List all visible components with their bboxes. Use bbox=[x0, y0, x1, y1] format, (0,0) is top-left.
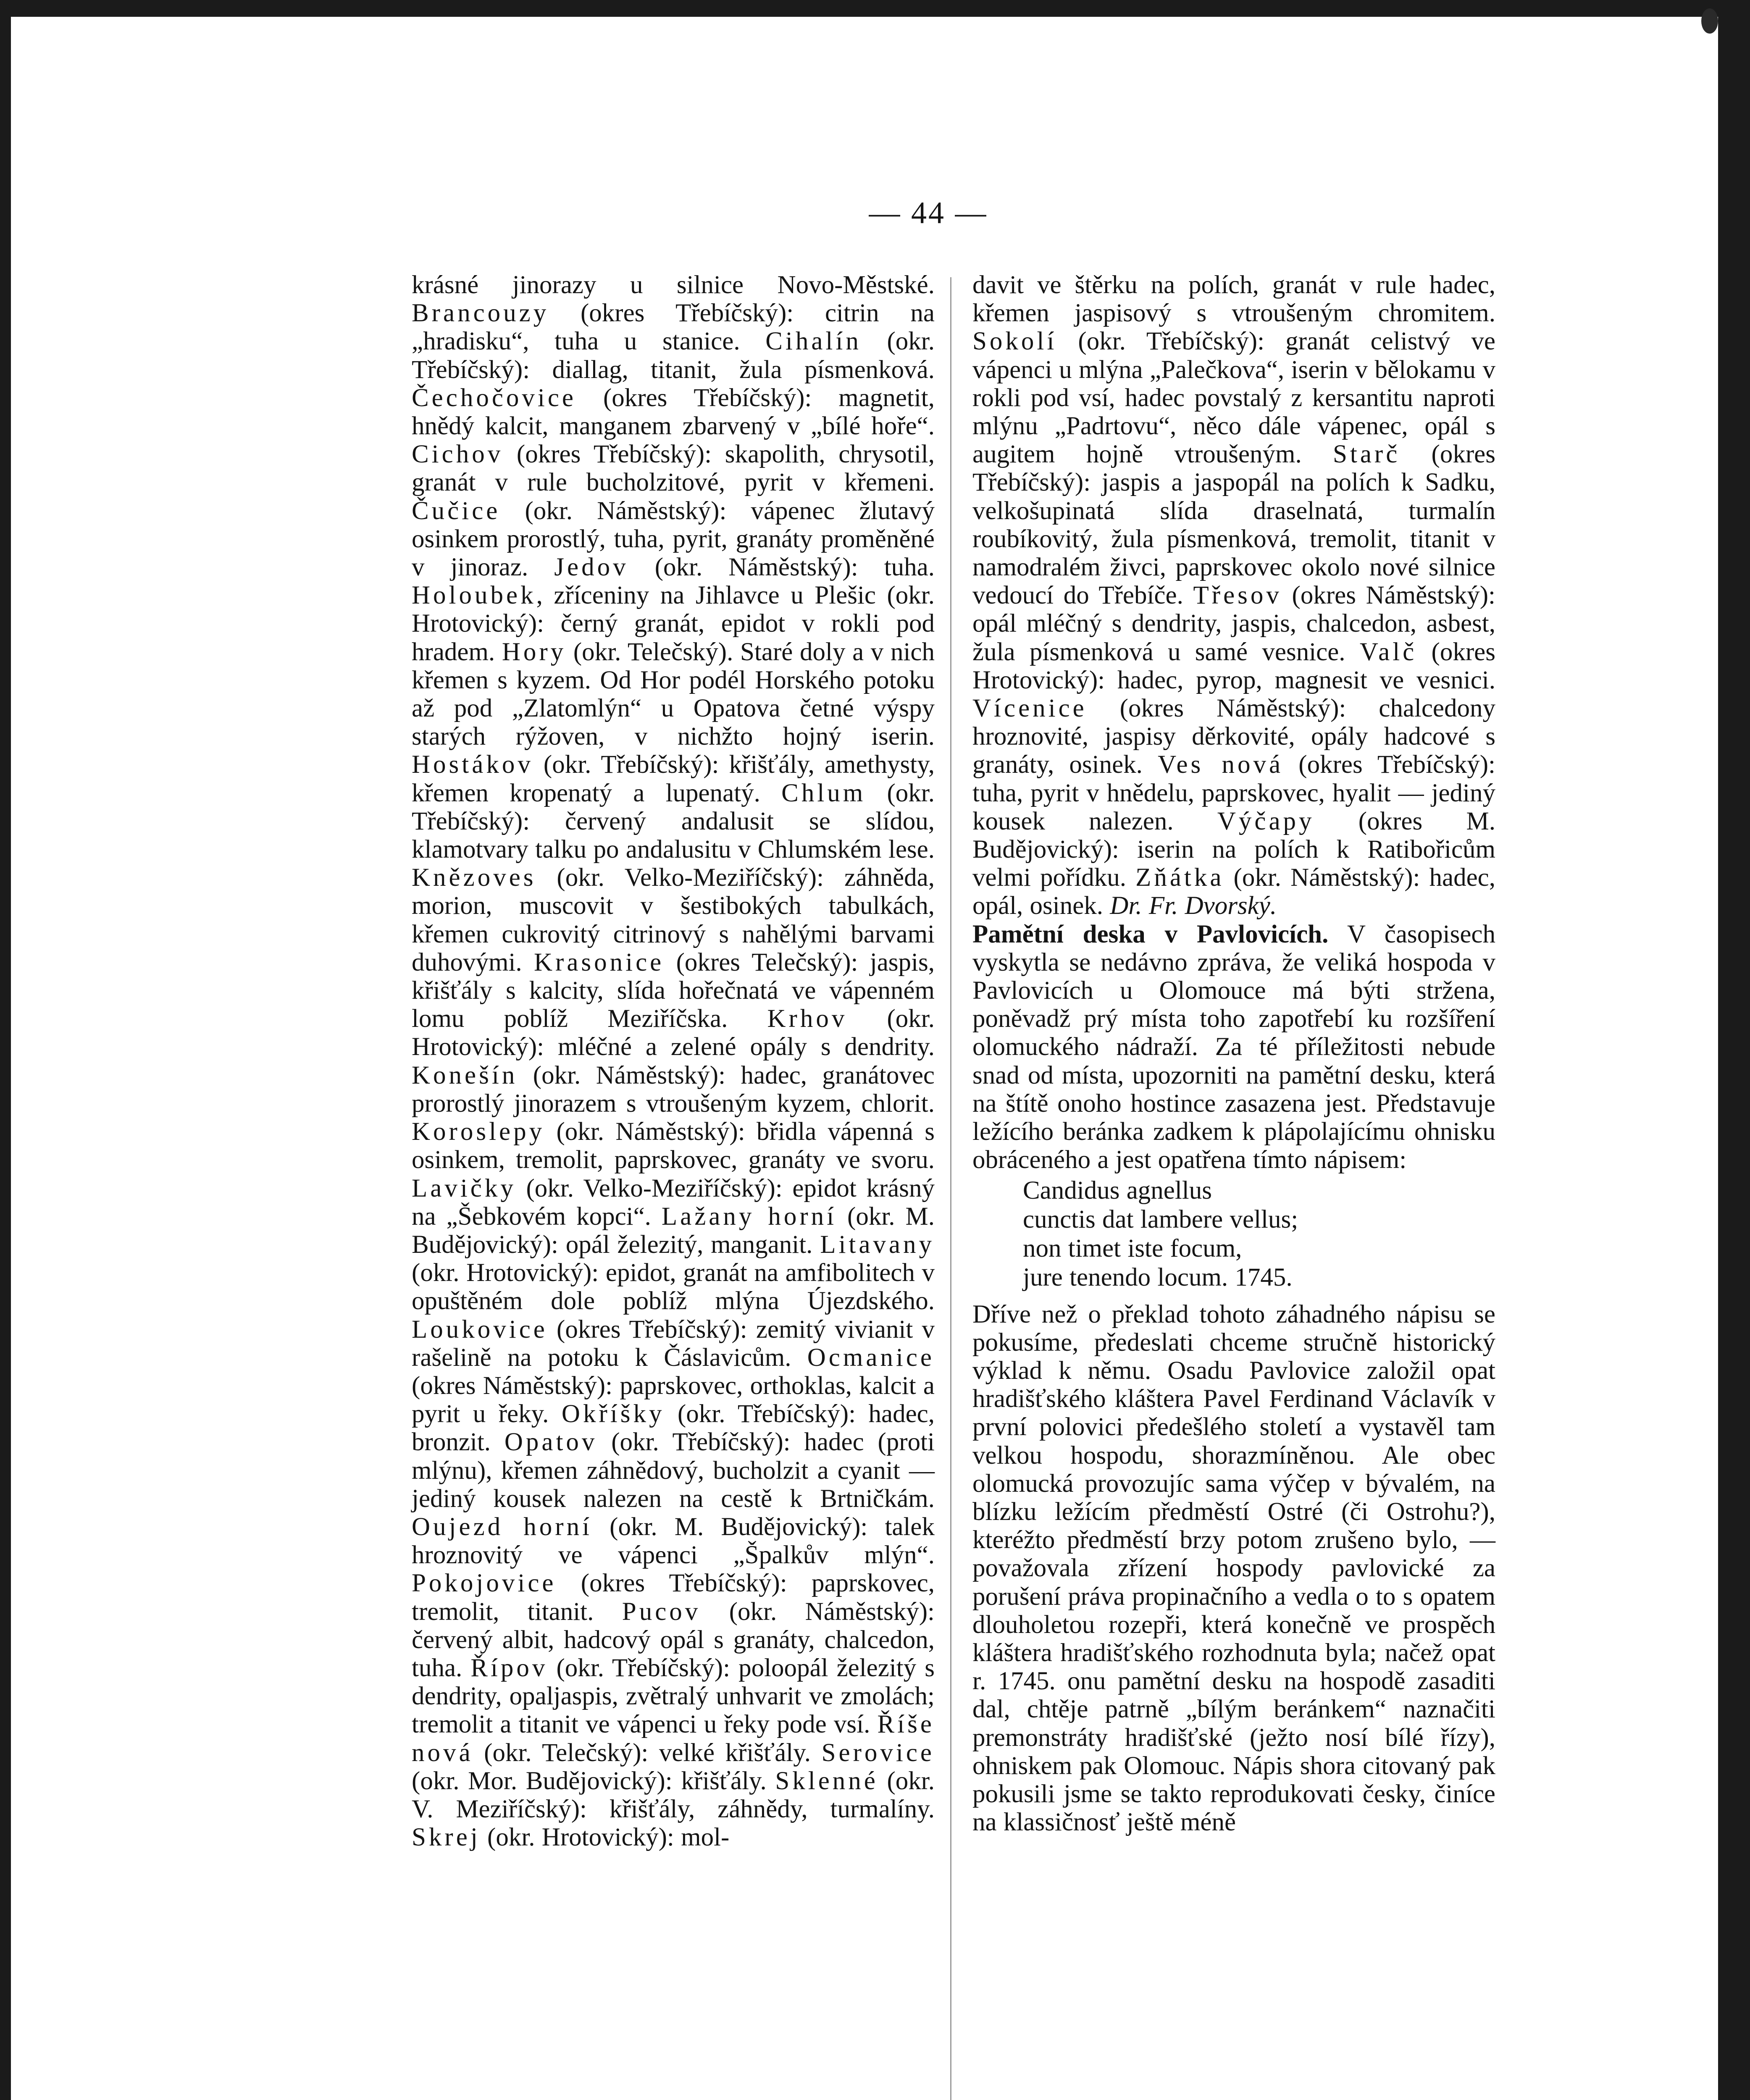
locality-name: Sklenné bbox=[775, 1767, 878, 1795]
locality-name: Zňátka bbox=[1135, 864, 1224, 892]
locality-name: Skrej bbox=[412, 1823, 481, 1852]
locality-description: (okr. Telečský): velké křišťály. bbox=[473, 1738, 822, 1767]
locality-description: (okr. Náměstský): hadec, granátovec prorostlý jinorazem s vtroušeným kyzem, chlorit. bbox=[412, 1061, 935, 1118]
locality-description: (okr. Náměstský): břidla vápenná s osinkem, tremolit, paprskovec, granáty ve svoru. bbox=[412, 1118, 935, 1174]
right-column bbox=[972, 271, 1495, 1836]
inscription-line: jure tenendo locum. 1745. bbox=[1023, 1263, 1293, 1292]
article-heading: Pamětní deska v Pavlovicích. bbox=[972, 920, 1329, 948]
locality-name: Čučice bbox=[412, 496, 501, 525]
scan-border-top bbox=[0, 0, 1750, 17]
locality-description: , zříceniny na Jihlavce u Plešic (okr. Hrotovický): černý granát, epidot v rokli pod hradem. bbox=[412, 581, 935, 666]
locality-description: (okr. Velko-Meziříčský): záhněda, morion, muscovit v šestibokých tabulkách, křemen cukrovitý citrinový s nahělými barvami duhovými. bbox=[412, 864, 935, 976]
locality-name: Serovice bbox=[821, 1738, 935, 1767]
locality-description: (okres Třebíčský): tuha, pyrit v hnědelu, paprskovec, hyalit — jediný kousek nalezen. bbox=[972, 751, 1496, 835]
locality-name: Krhov bbox=[767, 1005, 848, 1033]
locality-name: Konešín bbox=[412, 1061, 518, 1089]
locality-description: (okr. Telečský). Staré doly a v nich křemen s kyzem. Od Hor podél Horského potoku až pod „Zlatomlýn“ u Opatova četné výspy starých rýžoven, v nichžto hojný iserin. bbox=[412, 638, 935, 751]
locality-description: (okr. Náměstský): vápenec žlutavý osinkem prorostlý, tuha, pyrit, granáty proměněné v jinoraz. bbox=[412, 496, 935, 582]
locality-description: (okr. Náměstský): tuha. bbox=[628, 553, 935, 582]
locality-name: Říše nová bbox=[412, 1710, 935, 1767]
locality-description: (okres Třebíčský): skapolith, chrysotil, granát v rule bucholzitové, pyrit v křemeni. bbox=[412, 440, 935, 497]
locality-description: (okres Třebíčský): magnetit, hnědý kalcit, manganem zbarvený v „bílé hoře“. bbox=[412, 383, 935, 441]
locality-description: (okres Telečský): jaspis, křišťály s kalcity, slída hořečnatá ve vápenném lomu poblíž Meziříčska. bbox=[412, 948, 935, 1033]
locality-description: (okr. Třebíčský): křišťály, amethysty, křemen kropenatý a lupenatý. bbox=[412, 751, 935, 807]
locality-description: (okr. Náměstský): červený albit, hadcový opál s granáty, chalcedon, tuha. bbox=[412, 1597, 935, 1682]
locality-description: (okr. Velko-Meziříčský): epidot krásný na „Šebkovém kopci“. bbox=[412, 1174, 935, 1231]
locality-description: (okres Třebíčský): jaspis a jaspopál na polích k Sadku, velkošupinatá slída draselnatá, turmalín roubíkovitý, žula písmenková, tremolit, titanit v namodralém živci, paprskovec okolo nové silnice vedoucí do Třebíče. bbox=[972, 440, 1495, 610]
scan-border-right bbox=[1718, 0, 1750, 2100]
left-column bbox=[412, 271, 935, 1851]
column-divider bbox=[950, 277, 951, 2100]
locality-name: Hory bbox=[502, 638, 567, 666]
locality-name: Okříšky bbox=[561, 1400, 665, 1428]
locality-name: Chlum bbox=[781, 779, 866, 807]
locality-name: Pucov bbox=[622, 1597, 701, 1626]
locality-name: Čechočovice bbox=[412, 383, 577, 412]
inscription-line: Candidus agnellus bbox=[1023, 1176, 1212, 1205]
locality-description: (okr. Třebíčský): červený andalusit se slídou, klamotvary talku po andalusitu v Chlumském lese. bbox=[412, 779, 935, 864]
locality-name: Opatov bbox=[504, 1428, 598, 1457]
locality-name: Brancouzy bbox=[412, 299, 549, 328]
locality-description: krásné jinorazy u silnice Novo-Městské. bbox=[412, 271, 935, 299]
locality-name: Třesov bbox=[1193, 581, 1282, 610]
inscription-line: non timet iste focum, bbox=[1023, 1234, 1242, 1263]
locality-description: (okr. M. Budějovický): opál železitý, manganit. bbox=[412, 1202, 935, 1259]
page-number: — 44 — bbox=[869, 196, 988, 230]
locality-name: Lavičky bbox=[412, 1174, 516, 1202]
locality-description: (okr. M. Budějovický): talek hroznovitý ve vápenci „Špalkův mlýn“. bbox=[412, 1512, 935, 1570]
locality-name: Krasonice bbox=[533, 948, 665, 976]
locality-description: (okr. Náměstský): hadec, opál, osinek. bbox=[972, 864, 1495, 920]
article-intro-text: V časopisech vyskytla se nedávno zpráva, že veliká hospoda v Pavlovicích u Olomouce má býti stržena, poněvadž prý místa toho zapotřebí ku rozšíření olomuckého nádraží. Za té příležitosti nebude snad od místa, upozorniti na pamětní desku, která na štítě onoho hostince zasazena jest. Představuje ležícího beránka zadkem k plápolajícímu ohnisku obráceného a jest opatřena tímto nápisem: bbox=[972, 920, 1495, 1174]
locality-description: (okres Náměstský): opál mléčný s dendrity, jaspis, chalcedon, asbest, žula písmenková u samé vesnice. bbox=[972, 581, 1495, 666]
locality-name: Vícenice bbox=[972, 694, 1087, 723]
locality-name: Výčapy bbox=[1217, 807, 1315, 835]
latin-inscription bbox=[1023, 1176, 1495, 1292]
locality-name: Pokojovice bbox=[412, 1569, 557, 1598]
locality-name: Starč bbox=[1332, 440, 1401, 469]
locality-name: Jedov bbox=[554, 553, 629, 582]
locality-description: (okres Třebíčský): zemitý vivianit v rašelině na potoku k Čáslavicům. bbox=[412, 1315, 935, 1372]
locality-description: (okr. Hrotovický): epidot, granát na amfibolitech v opuštěném dole poblíž mlýna Újezdského. bbox=[412, 1259, 935, 1315]
locality-name: Cichov bbox=[412, 440, 504, 469]
mineral-localities-list-part-2 bbox=[972, 271, 1495, 920]
locality-name: Oujezd horní bbox=[412, 1512, 593, 1541]
locality-name: Ves nová bbox=[1158, 751, 1284, 779]
locality-description: (okr. Třebíčský): hadec, bronzit. bbox=[412, 1400, 935, 1457]
locality-name: Hostákov bbox=[412, 751, 533, 779]
locality-description: (okres Třebíčský): paprskovec, tremolit, titanit. bbox=[412, 1569, 935, 1626]
locality-description: (okres Náměstský): chalcedony hroznovité, jaspisy děrkovité, opály hadcové s granáty, osinek. bbox=[972, 694, 1495, 779]
article-intro-paragraph bbox=[972, 920, 1495, 1174]
locality-name: Valč bbox=[1359, 638, 1417, 666]
locality-description: (okr. Hrotovický): mol- bbox=[480, 1823, 730, 1852]
locality-name: Cihalín bbox=[765, 327, 862, 356]
locality-name: Ocmanice bbox=[807, 1343, 935, 1372]
locality-description: (okr. Třebíčský): hadec (proti mlýnu), křemen záhnědový, bucholzit a cyanit — jediný kousek nalezen na cestě k Brtničkám. bbox=[412, 1428, 935, 1513]
locality-name: Knězoves bbox=[412, 864, 536, 892]
mineral-localities-list-part-1 bbox=[412, 271, 935, 1851]
locality-description: (okr. Třebíčský): poloopál železitý s dendrity, opaljaspis, zvětralý unhvarit ve zmolách; tremolit a titanit ve vápenci u řeky pode vsí. bbox=[412, 1654, 935, 1739]
article-body-paragraph: Dříve než o překlad tohoto záhadného nápisu se pokusíme, předeslati chceme stručně historický výklad k němu. Osadu Pavlovice založil opat hradišťského kláštera Pavel Ferdinand Václavík v první polovici předešlého století a vystavěl tam velkou hospodu, shorazmíněnou. Ale obec olomucká provozujíc sama výčep v bývalém, na blízku ležícím předměstí Ostré (či Ostrohu?), kteréžto předměstí brzy potom zrušeno bylo, — považovala zřízení hospody pavlovické za porušení práva propinačního a vedla o to s opatem dlouholetou rozepři, která konečně ve prospěch kláštera hradišťského rozhodnuta byla; načež opat r. 1745. onu pamětní desku na hospodě zasaditi dal, chtěje patrně „bílým beránkem“ naznačiti premonstráty hradišťské (ježto nosí bílé řízy), ohniskem pak Olomouc. Nápis shora citovaný pak pokusili jsme se takto reprodukovati česky, činíce na klassičnosť ještě méně bbox=[972, 1300, 1495, 1837]
locality-description: (okres Hrotovický): hadec, pyrop, magnesit ve vesnici. bbox=[972, 638, 1495, 694]
locality-name: Koroslepy bbox=[412, 1118, 545, 1146]
scan-border-left bbox=[0, 0, 11, 2100]
locality-description: (okr. Třebíčský): diallag, titanit, žula písmenková. bbox=[412, 327, 935, 384]
locality-description: (okr. Mor. Budějovický): křišťály. bbox=[412, 1767, 775, 1795]
locality-name: Sokolí bbox=[972, 327, 1057, 356]
locality-name: Litavany bbox=[820, 1230, 935, 1259]
locality-name: Lažany horní bbox=[661, 1202, 837, 1231]
locality-description: davit ve štěrku na polích, granát v rule hadec, křemen jaspisový s vtroušeným chromitem. bbox=[972, 271, 1495, 328]
scan-speck bbox=[1701, 8, 1718, 34]
locality-description: (okr. Hrotovický): mléčné a zelené opály s dendrity. bbox=[412, 1005, 935, 1061]
author-signature: Dr. Fr. Dvorský. bbox=[1110, 892, 1277, 920]
locality-description: (okr. Třebíčský): granát celistvý ve vápenci u mlýna „Palečkova“, iserin v bělokamu v rokli pod vsí, hadec povstalý z kersantitu naproti mlýnu „Padrtovu“, něco dále vápenec, opál s augitem hojně vtroušeným. bbox=[972, 327, 1495, 469]
locality-description: (okres M. Budějovický): iserin na polích k Ratibořicům velmi pořídku. bbox=[972, 807, 1495, 892]
locality-description: (okres Třebíčský): citrin na „hradisku“, tuha u stanice. bbox=[412, 299, 935, 356]
locality-description: (okres Náměstský): paprskovec, orthoklas, kalcit a pyrit u řeky. bbox=[412, 1371, 935, 1428]
locality-name: Loukovice bbox=[412, 1315, 548, 1344]
inscription-line: cunctis dat lambere vellus; bbox=[1023, 1205, 1298, 1234]
locality-name: Řípov bbox=[470, 1654, 548, 1682]
locality-description: (okr. V. Meziříčský): křišťály, záhnědy, turmalíny. bbox=[412, 1767, 935, 1823]
locality-name: Holoubek bbox=[412, 581, 536, 610]
